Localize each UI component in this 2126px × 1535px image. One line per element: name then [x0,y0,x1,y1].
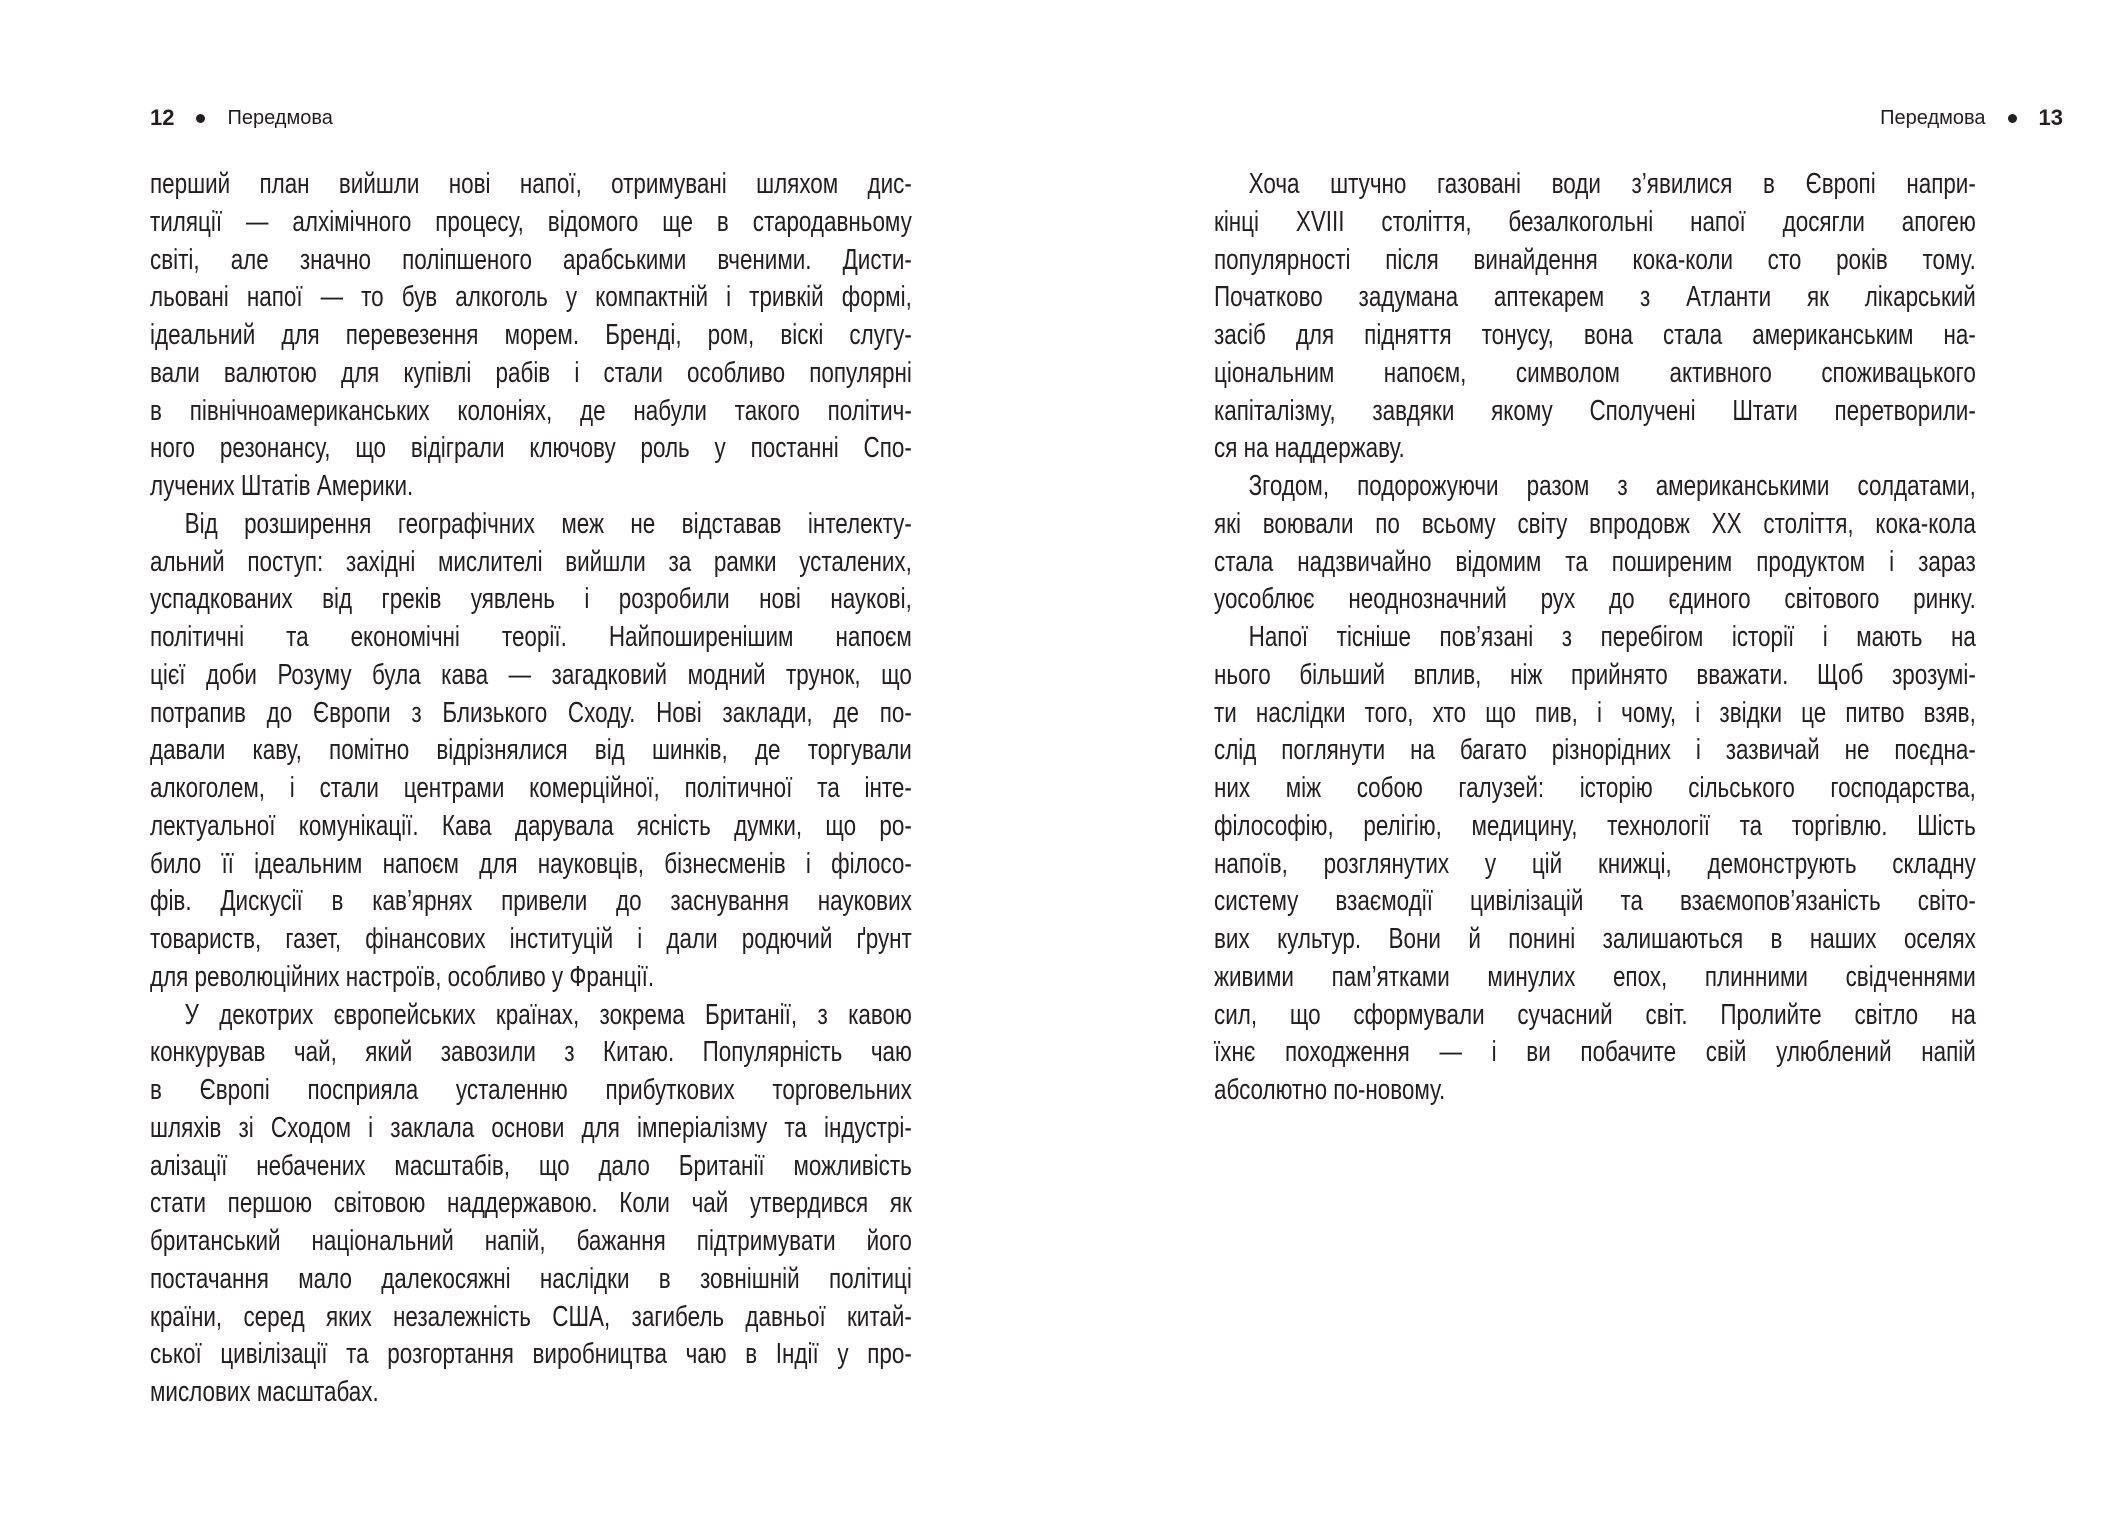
text-line-content: шляхів зі Сходом і заклала основи для імперіалізму та індустрі- [150,1111,912,1144]
text-line [1214,619,1976,657]
text-line-content: слід поглянути на багато різнорідних і зазвичай не поєдна- [1214,734,1976,767]
text-line [150,770,912,808]
text-line-content: било її ідеальним напоєм для науковців, бізнесменів і філосо- [150,847,912,880]
text-line [1214,204,1976,242]
bullet-separator-icon [2008,114,2017,123]
text-line-content: вали валютою для купівлі рабів і стали особливо популярні [150,356,912,389]
text-line [150,1185,912,1223]
text-line-content: стати першою світовою наддержавою. Коли чай утвердився як [150,1187,912,1220]
text-line-content: Згодом, подорожуючи разом з американськими солдатами, [1248,470,1976,502]
text-line [150,1261,912,1299]
text-line-content: ти наслідки того, хто що пив, і чому, і звідки це питво взяв, [1214,696,1976,729]
running-header-right [1880,102,2063,134]
text-line [150,506,912,544]
text-line-content: які воювали по всьому світу впродовж XX століття, кока-кола [1214,507,1976,540]
text-line [1214,581,1976,619]
text-line-content: політичні та економічні теорії. Найпоширенішим напоєм [150,621,912,653]
text-line [1214,846,1976,884]
text-line [1214,959,1976,997]
right-page [1063,0,2126,1535]
text-line-content: потрапив до Європи з Близького Сходу. Нові заклади, де по- [150,696,912,729]
text-line-content: британський національний напій, бажання підтримувати його [150,1225,912,1257]
text-line [1214,468,1976,506]
text-line [1214,808,1976,846]
text-line [1214,242,1976,280]
text-line-content: лучених Штатів Америки. [150,470,414,502]
text-line-content: конкурував чай, який завозили з Китаю. Популярність чаю [150,1036,912,1069]
text-line-content: напоїв, розглянутих у цій книжці, демонструють складну [1214,847,1976,880]
text-line [150,581,912,619]
text-line [1214,732,1976,770]
text-line-content: лектуальної комунікації. Кава дарувала ясність думки, що ро- [150,809,912,842]
text-line-content: Хоча штучно газовані води з’явилися в Європі напри- [1248,168,1976,200]
text-line [150,695,912,733]
text-line [1214,279,1976,317]
text-line-content: них між собою галузей: історію сільського господарства, [1214,772,1976,804]
running-title: Передмова [1880,106,1986,129]
text-line-content: країни, серед яких незалежність США, загибель давньої китай- [150,1300,912,1333]
text-line [1214,430,1976,468]
text-line [1214,317,1976,355]
text-line-content: постачання мало далекосяжні наслідки в зовнішній політиці [150,1262,912,1295]
text-line-content: в Європі посприяла усталенню прибуткових торговельних [150,1074,912,1106]
text-line-content: фів. Дискусії в кав’ярнях привели до заснування наукових [150,885,912,918]
text-line-content: уособлює неоднозначний рух до єдиного світового ринку. [1214,583,1976,616]
text-line-content: їхнє походження — і ви побачите свій улюблений напій [1214,1036,1976,1069]
text-line [150,732,912,770]
text-line-content: альний поступ: західні мислителі вийшли за рамки усталених, [150,545,912,578]
text-line [150,430,912,468]
text-line-content: ідеальний для перевезення морем. Бренді, ром, віскі слугу- [150,319,912,351]
text-line [150,1336,912,1374]
text-line [150,657,912,695]
text-line-content: живими пам’ятками минулих епох, плинними свідченнями [1214,960,1976,993]
running-title: Передмова [227,106,333,129]
text-line [1214,393,1976,431]
text-line-content: Початково задумана аптекарем з Атланти як лікарський [1214,281,1976,314]
text-line [150,1299,912,1337]
text-line [150,1223,912,1261]
text-line-content: алізації небачених масштабів, що дало Британії можливість [150,1149,912,1182]
text-line [150,1374,912,1412]
text-line [150,959,912,997]
text-line-content: цієї доби Розуму була кава — загадковий модний трунок, що [150,658,912,691]
text-line [150,997,912,1035]
text-line [150,544,912,582]
text-line-content: абсолютно по-новому. [1214,1074,1446,1106]
text-line [150,1110,912,1148]
text-line [150,883,912,921]
text-line-content: Напої тісніше пов’язані з перебігом історії і мають на [1248,621,1976,653]
text-line [150,355,912,393]
text-line [150,1148,912,1186]
text-line [150,1072,912,1110]
text-line [150,242,912,280]
text-line-content: філософію, релігію, медицину, технології та торгівлю. Шість [1214,809,1976,842]
text-line-content: тиляції — алхімічного процесу, відомого ще в стародавньому [150,205,912,238]
text-line [150,279,912,317]
text-line-content: засіб для підняття тонусу, вона стала американським на- [1214,319,1976,351]
text-line-content: ціональним напоєм, символом активного споживацького [1214,356,1976,389]
text-line [150,1034,912,1072]
text-line [150,166,912,204]
text-line [1214,921,1976,959]
text-line-content: У декотрих європейських країнах, зокрема Британії, з кавою [184,998,912,1031]
bullet-separator-icon [196,114,205,123]
text-line [150,921,912,959]
text-line [1214,1034,1976,1072]
text-line [150,393,912,431]
text-line-content: перший план вийшли нові напої, отримувані шляхом дис- [150,168,912,200]
text-line [150,204,912,242]
page-number: 13 [2038,105,2063,130]
text-line-content: давали каву, помітно відрізнялися від шинків, де торгували [150,734,912,767]
text-line-content: в північноамериканських колоніях, де набули такого політич- [150,394,912,427]
text-line [1214,997,1976,1035]
text-line-content: товариств, газет, фінансових інституцій і дали родючий ґрунт [150,923,912,955]
page-number: 12 [150,105,175,130]
text-line [150,619,912,657]
text-line [150,468,912,506]
text-line-content: ської цивілізації та розгортання виробництва чаю в Індії у про- [150,1338,912,1371]
text-line-content: льовані напої — то був алкоголь у компактній і тривкій формі, [150,281,912,314]
text-line [1214,544,1976,582]
text-line-content: успадкованих від греків уявлень і розробили нові наукові, [150,583,912,616]
text-line [1214,770,1976,808]
text-line-content: ся на наддержаву. [1214,432,1405,465]
text-line [150,846,912,884]
text-line-content: для революційних настроїв, особливо у Франції. [150,960,655,993]
body-text [150,166,912,1412]
text-line [1214,506,1976,544]
text-line [150,317,912,355]
text-line [1214,695,1976,733]
text-line-content: мислових масштабах. [150,1376,379,1408]
text-line [1214,1072,1976,1110]
text-line-content: вих культур. Вони й понині залишаються в наших оселях [1214,923,1976,955]
text-line-content: сил, що сформували сучасний світ. Пролийте світло на [1214,998,1976,1031]
text-line-content: кінці XVIII століття, безалкогольні напої досягли апогею [1214,205,1976,238]
text-line [1214,355,1976,393]
text-line [1214,883,1976,921]
text-line-content: алкоголем, і стали центрами комерційної, політичної та інте- [150,772,912,804]
text-line-content: ного резонансу, що відіграли ключову роль у постанні Спо- [150,432,912,465]
text-line [150,808,912,846]
text-line-content: стала надзвичайно відомим та поширеним продуктом і зараз [1214,545,1976,578]
text-line [1214,166,1976,204]
text-line-content: світі, але значно поліпшеного арабськими вченими. Дисти- [150,243,912,276]
text-line-content: нього більший вплив, ніж прийнято вважати. Щоб зрозумі- [1214,658,1976,691]
text-line [1214,657,1976,695]
text-line-content: систему взаємодії цивілізацій та взаємопов’язаність світо- [1214,885,1976,918]
running-header-left [150,102,333,134]
text-line-content: популярності після винайдення кока-коли сто років тому. [1214,243,1976,276]
text-line-content: капіталізму, завдяки якому Сполучені Штати перетворили- [1214,394,1976,427]
body-text [1214,166,1976,1110]
text-line-content: Від розширення географічних меж не відставав інтелекту- [184,507,912,540]
